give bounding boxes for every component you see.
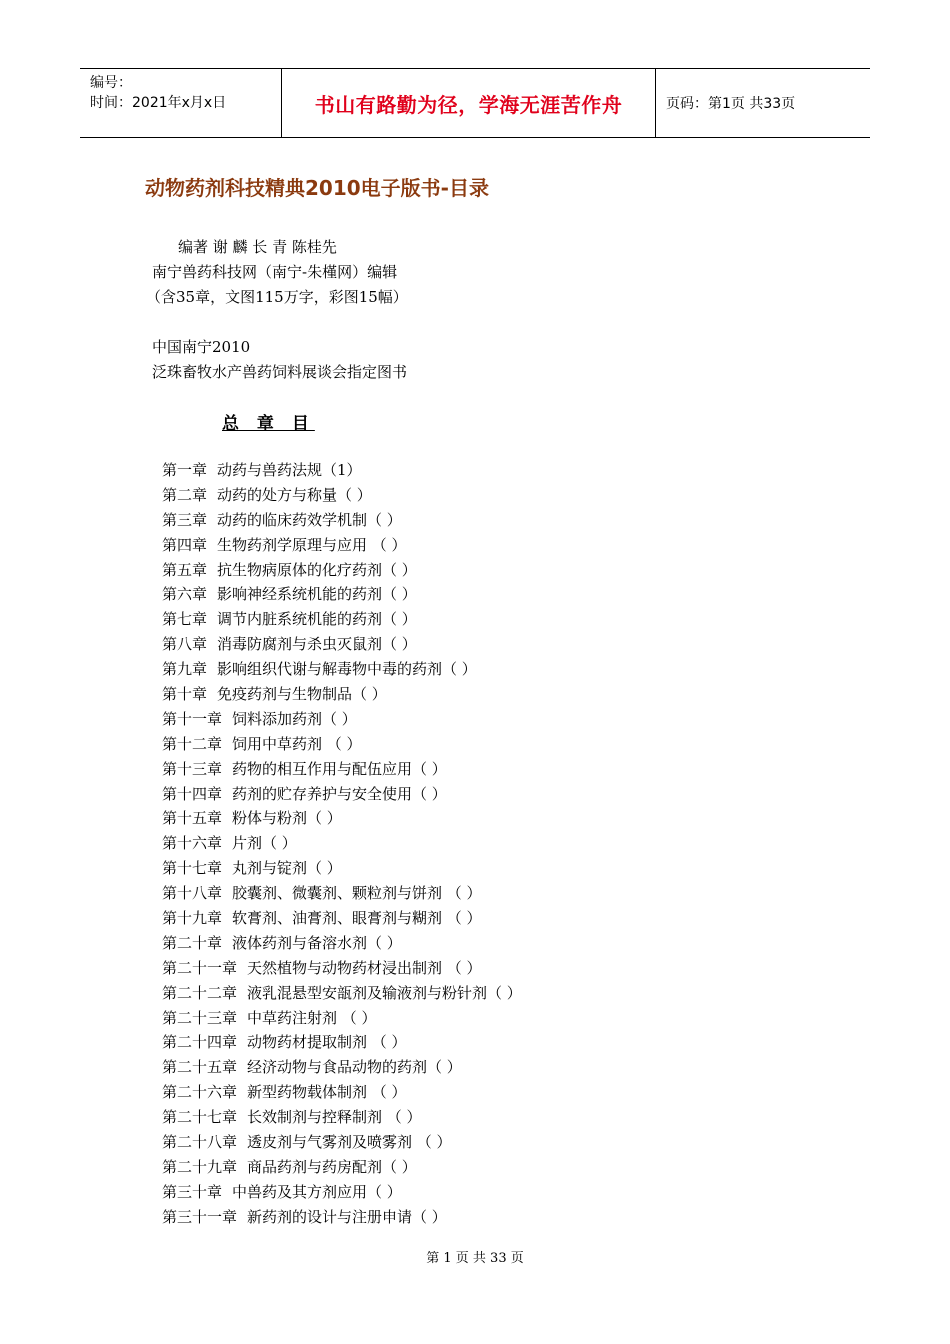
toc-item — [162, 831, 522, 856]
toc-chapter-name: 经济动物与食品动物的药剂（ ） — [247, 1058, 462, 1077]
toc-chapter-number: 第三十章 — [162, 1182, 223, 1201]
time-label: 时间：2021年x月x日 — [90, 95, 227, 111]
toc-chapter-number: 第二章 — [162, 485, 208, 504]
toc-item — [162, 682, 522, 707]
header-page-cell — [656, 69, 870, 137]
page-footer: 第 1 页 共 33 页 — [426, 1251, 524, 1266]
toc-item — [162, 757, 522, 782]
toc-item — [162, 1155, 522, 1180]
toc-chapter-name: 液体药剂与备溶水剂（ ） — [232, 933, 402, 952]
toc-chapter-number: 第十六章 — [162, 834, 223, 853]
toc-item — [162, 981, 522, 1006]
toc-chapter-name: 动药与兽药法规（1） — [217, 461, 362, 479]
toc-chapter-name: 动物药材提取制剂 （ ） — [247, 1033, 407, 1052]
toc-chapter-name: 饲用中草药剂 （ ） — [232, 734, 362, 753]
toc-item — [162, 483, 522, 508]
toc-item — [162, 1006, 522, 1031]
toc-item — [162, 956, 522, 981]
toc-chapter-number: 第十三章 — [162, 759, 223, 778]
designation-line: 泛珠畜牧水产兽药饲料展谈会指定图书 — [152, 363, 408, 381]
toc-item — [162, 558, 522, 583]
motto-text: 书山有路勤为径，学海无涯苦作舟 — [314, 92, 623, 117]
toc-chapter-number: 第六章 — [162, 585, 208, 604]
toc-chapter-number: 第二十六章 — [162, 1083, 238, 1102]
toc-item — [162, 732, 522, 757]
toc-heading: 总 章 目 — [222, 414, 315, 434]
toc-chapter-number: 第十章 — [162, 685, 208, 704]
toc-chapter-number: 第十二章 — [162, 734, 223, 753]
toc-chapter-number: 第十一章 — [162, 709, 223, 728]
toc-chapter-number: 第八章 — [162, 635, 208, 654]
toc-item — [162, 806, 522, 831]
toc-chapter-name: 丸剂与锭剂（ ） — [232, 859, 342, 878]
toc-chapter-name: 中兽药及其方剂应用（ ） — [232, 1182, 402, 1201]
toc-item — [162, 458, 522, 483]
toc-chapter-number: 第二十一章 — [162, 958, 238, 977]
table-of-contents — [162, 458, 522, 1230]
toc-item — [162, 906, 522, 931]
place-year-line: 中国南宁2010 — [152, 338, 251, 356]
toc-chapter-number: 第十七章 — [162, 859, 223, 878]
toc-chapter-number: 第二十四章 — [162, 1033, 238, 1052]
toc-chapter-number: 第二十八章 — [162, 1133, 238, 1152]
toc-item — [162, 1205, 522, 1230]
toc-chapter-number: 第二十章 — [162, 933, 223, 952]
toc-chapter-name: 液乳混悬型安瓿剂及输液剂与粉针剂（ ） — [247, 983, 522, 1002]
toc-chapter-name: 饲料添加药剂（ ） — [232, 709, 357, 728]
toc-chapter-name: 粉体与粉剂（ ） — [232, 809, 342, 828]
toc-chapter-name: 片剂（ ） — [232, 834, 297, 853]
toc-chapter-name: 新药剂的设计与注册申请（ ） — [247, 1207, 447, 1226]
toc-chapter-name: 透皮剂与气雾剂及喷雾剂 （ ） — [247, 1133, 452, 1152]
toc-item — [162, 582, 522, 607]
toc-chapter-number: 第三十一章 — [162, 1207, 238, 1226]
toc-chapter-name: 影响组织代谢与解毒物中毒的药剂（ ） — [217, 660, 477, 679]
toc-chapter-name: 药剂的贮存养护与安全使用（ ） — [232, 784, 447, 803]
document-title: 动物药剂科技精典2010电子版书-目录 — [145, 176, 489, 200]
toc-chapter-name: 长效制剂与控释制剂 （ ） — [247, 1108, 422, 1127]
toc-item — [162, 1055, 522, 1080]
editor-line: 南宁兽药科技网（南宁-朱槿网）编辑 — [152, 263, 398, 281]
toc-chapter-name: 药物的相互作用与配伍应用（ ） — [232, 759, 447, 778]
toc-chapter-number: 第七章 — [162, 610, 208, 629]
toc-item — [162, 1105, 522, 1130]
toc-item — [162, 632, 522, 657]
toc-chapter-number: 第十四章 — [162, 784, 223, 803]
toc-chapter-name: 调节内脏系统机能的药剂（ ） — [217, 610, 417, 629]
toc-chapter-number: 第九章 — [162, 660, 208, 679]
toc-chapter-number: 第十五章 — [162, 809, 223, 828]
toc-item — [162, 1180, 522, 1205]
toc-chapter-name: 中草药注射剂 （ ） — [247, 1008, 377, 1027]
toc-chapter-number: 第二十七章 — [162, 1108, 238, 1127]
toc-chapter-name: 生物药剂学原理与应用 （ ） — [217, 535, 407, 554]
summary-line: （含35章，文图115万字，彩图15幅） — [146, 288, 408, 306]
toc-item — [162, 782, 522, 807]
toc-chapter-name: 免疫药剂与生物制品（ ） — [217, 685, 387, 704]
toc-chapter-name: 动药的临床药效学机制（ ） — [217, 510, 402, 529]
toc-chapter-number: 第一章 — [162, 461, 208, 479]
toc-chapter-name: 抗生物病原体的化疗药剂（ ） — [217, 560, 417, 579]
number-label: 编号： — [90, 75, 132, 91]
toc-chapter-name: 商品药剂与药房配剂（ ） — [247, 1157, 417, 1176]
toc-item — [162, 1030, 522, 1055]
page-header — [80, 68, 870, 138]
toc-item — [162, 508, 522, 533]
toc-chapter-number: 第三章 — [162, 510, 208, 529]
header-meta-cell — [80, 69, 282, 137]
toc-item — [162, 931, 522, 956]
header-motto-cell — [282, 69, 656, 137]
toc-chapter-name: 消毒防腐剂与杀虫灭鼠剂（ ） — [217, 635, 417, 654]
toc-chapter-number: 第四章 — [162, 535, 208, 554]
toc-chapter-number: 第二十二章 — [162, 983, 238, 1002]
toc-item — [162, 881, 522, 906]
toc-chapter-name: 天然植物与动物药材浸出制剂 （ ） — [247, 958, 482, 977]
toc-item — [162, 533, 522, 558]
toc-chapter-name: 影响神经系统机能的药剂（ ） — [217, 585, 417, 604]
toc-chapter-name: 软膏剂、油膏剂、眼膏剂与糊剂 （ ） — [232, 909, 482, 928]
authors-line: 编著 谢 麟 长 青 陈桂先 — [178, 238, 337, 256]
toc-item — [162, 707, 522, 732]
toc-chapter-number: 第二十五章 — [162, 1058, 238, 1077]
toc-item — [162, 856, 522, 881]
toc-item — [162, 1080, 522, 1105]
toc-item — [162, 607, 522, 632]
toc-chapter-number: 第二十九章 — [162, 1157, 238, 1176]
toc-item — [162, 1130, 522, 1155]
toc-chapter-number: 第十九章 — [162, 909, 223, 928]
toc-chapter-name: 新型药物载体制剂 （ ） — [247, 1083, 407, 1102]
toc-item — [162, 657, 522, 682]
header-page-info: 页码：第1页 共33页 — [666, 96, 796, 112]
toc-chapter-number: 第二十三章 — [162, 1008, 238, 1027]
toc-chapter-number: 第十八章 — [162, 884, 223, 903]
toc-chapter-name: 胶囊剂、微囊剂、颗粒剂与饼剂 （ ） — [232, 884, 482, 903]
toc-chapter-number: 第五章 — [162, 560, 208, 579]
toc-chapter-name: 动药的处方与称量（ ） — [217, 485, 372, 504]
